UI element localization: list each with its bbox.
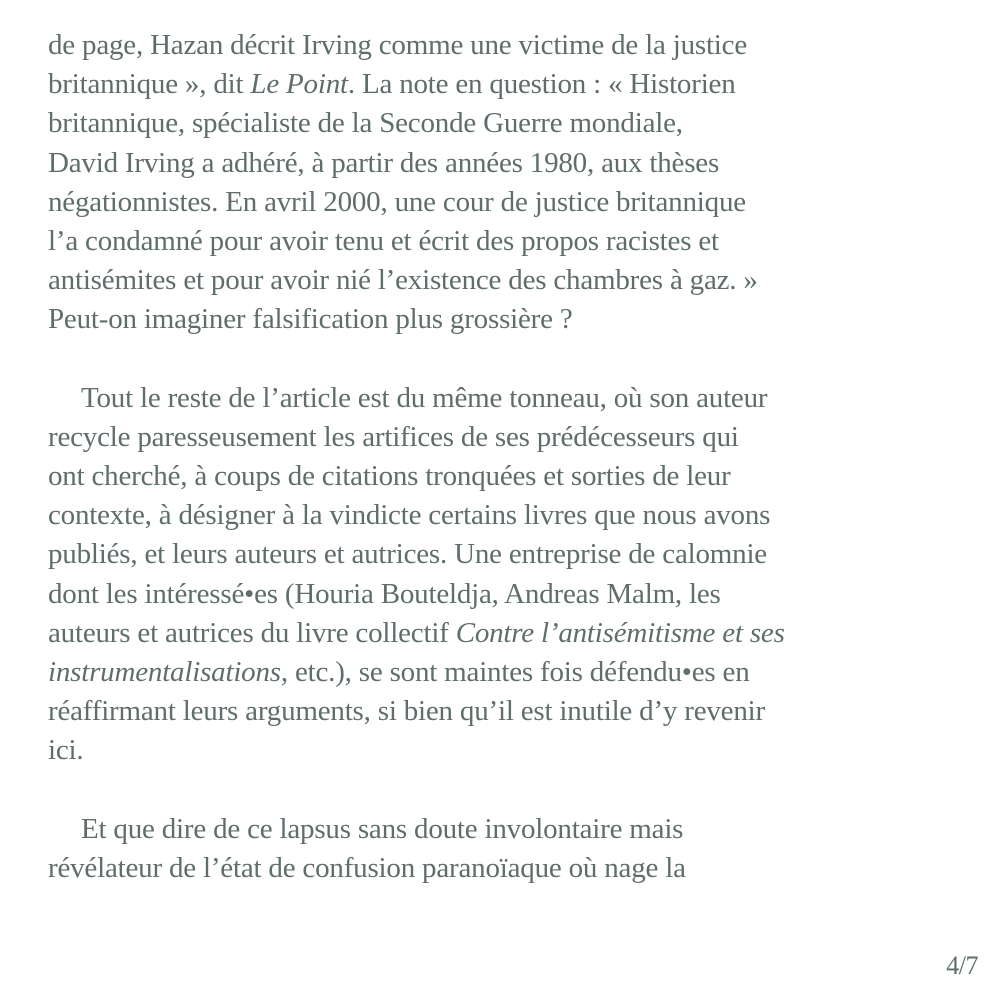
text-segment: britannique, spécialiste de la Seconde Guerre mondiale,	[48, 107, 683, 140]
text-segment: révélateur de l’état de confusion paranoïaque où nage la	[48, 851, 686, 884]
text-line	[48, 418, 978, 457]
text-line	[48, 614, 978, 653]
document-page	[48, 26, 978, 888]
text-segment: . La note en question : « Historien	[347, 68, 736, 101]
text-line	[48, 222, 978, 261]
text-segment: dont les intéressé•es (Houria Bouteldja, Andreas Malm, les	[48, 577, 721, 610]
text-segment: Tout le reste de l’article est du même tonneau, où son auteur	[81, 381, 768, 414]
text-segment: négationnistes. En avril 2000, une cour de justice britannique	[48, 185, 746, 218]
text-line	[48, 692, 978, 731]
text-segment: de page, Hazan décrit Irving comme une victime de la justice	[48, 29, 748, 61]
paragraph-gap	[48, 340, 978, 379]
text-line	[48, 26, 978, 65]
page-number: 4/7	[946, 951, 978, 980]
text-line	[48, 496, 978, 535]
text-line	[48, 810, 978, 849]
text-line	[48, 575, 978, 614]
text-segment: publiés, et leurs auteurs et autrices. Une entreprise de calomnie	[48, 538, 767, 571]
text-segment: britannique », dit	[48, 68, 251, 101]
text-segment: auteurs et autrices du livre collectif	[48, 616, 456, 649]
text-line	[48, 653, 978, 692]
text-line	[48, 65, 978, 104]
text-line	[48, 379, 978, 418]
text-line	[48, 261, 978, 300]
text-line	[48, 535, 978, 574]
text-segment: l’a condamné pour avoir tenu et écrit des propos racistes et	[48, 224, 719, 257]
text-segment: David Irving a adhéré, à partir des années 1980, aux thèses	[48, 146, 720, 179]
text-line	[48, 300, 978, 339]
text-segment: Peut-on imaginer falsification plus grossière ?	[48, 303, 573, 336]
italic-text: instrumentalisations	[48, 656, 281, 688]
text-segment: , etc.), se sont maintes fois défendu•es en	[280, 656, 750, 688]
italic-text: Contre l’antisémitisme et ses	[455, 616, 785, 649]
text-segment: ici.	[48, 734, 84, 767]
paragraph-gap	[48, 771, 978, 810]
text-line	[48, 849, 978, 888]
paragraph	[48, 379, 978, 771]
text-segment: réaffirmant leurs arguments, si bien qu’il est inutile d’y revenir	[48, 695, 765, 728]
text-line	[48, 457, 978, 496]
italic-text: Le Point	[250, 68, 348, 101]
paragraph	[48, 26, 978, 340]
text-line	[48, 183, 978, 222]
text-line	[48, 104, 978, 143]
text-line	[48, 144, 978, 183]
text-line	[48, 731, 978, 770]
text-segment: recycle paresseusement les artifices de ses prédécesseurs qui	[48, 420, 739, 453]
text-segment: antisémites et pour avoir nié l’existence des chambres à gaz. »	[48, 264, 758, 297]
paragraph	[48, 810, 978, 888]
text-segment: Et que dire de ce lapsus sans doute involontaire mais	[81, 812, 684, 845]
text-segment: contexte, à désigner à la vindicte certains livres que nous avons	[48, 499, 771, 532]
text-segment: ont cherché, à coups de citations tronquées et sorties de leur	[48, 460, 731, 493]
body-text	[48, 26, 978, 888]
